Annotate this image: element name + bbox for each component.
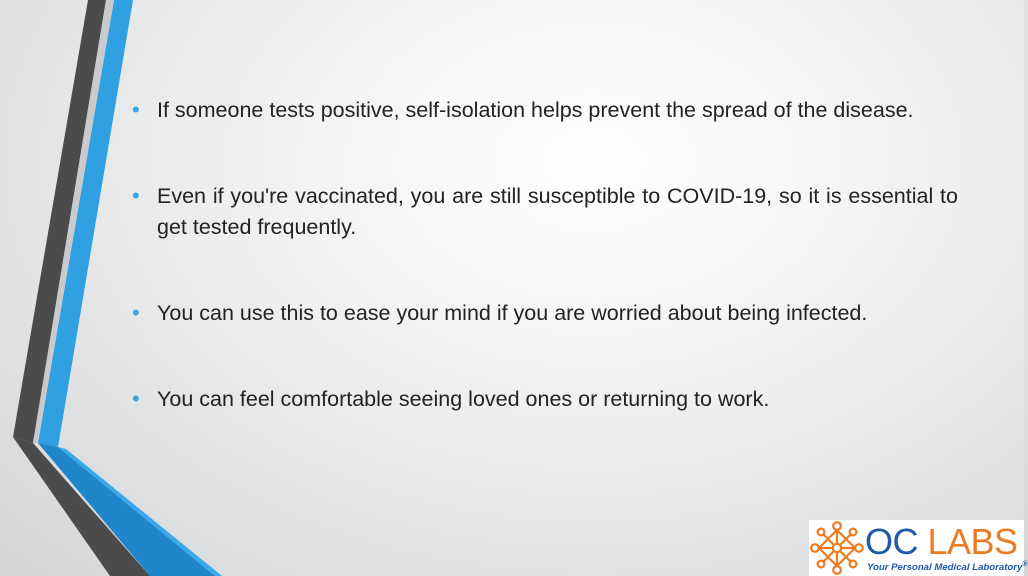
bullet-dot-icon: •: [132, 300, 140, 325]
bullet-text: Even if you're vaccinated, you are still susceptible to COVID-19, so it is essential to get tested frequently.: [157, 184, 958, 239]
bullet-dot-icon: •: [132, 97, 140, 122]
bullet-item: [130, 181, 958, 243]
bullet-item: [130, 298, 958, 329]
bullet-text: You can feel comfortable seeing loved ones or returning to work.: [157, 387, 770, 411]
bullet-item: [130, 384, 958, 415]
logo-labs-text: LABS: [927, 521, 1018, 562]
logo-oc-text: OC: [865, 521, 918, 562]
logo-wordmark: [865, 522, 1018, 562]
light-separator-stripe: [33, 0, 114, 443]
logo-tagline-text: Your Personal Medical Laboratory: [867, 562, 1023, 574]
bullet-item: [130, 95, 958, 126]
bullet-text: If someone tests positive, self-isolation helps prevent the spread of the disease.: [157, 98, 914, 122]
bullet-dot-icon: •: [132, 183, 140, 208]
molecule-icon: [809, 520, 865, 576]
registered-mark: ®: [1022, 561, 1028, 568]
logo-tagline: [867, 561, 1028, 573]
oc-labs-logo: [809, 520, 1028, 576]
bullet-dot-icon: •: [132, 386, 140, 411]
bullet-list: [130, 95, 958, 415]
bullet-text: You can use this to ease your mind if you are worried about being infected.: [157, 301, 868, 325]
